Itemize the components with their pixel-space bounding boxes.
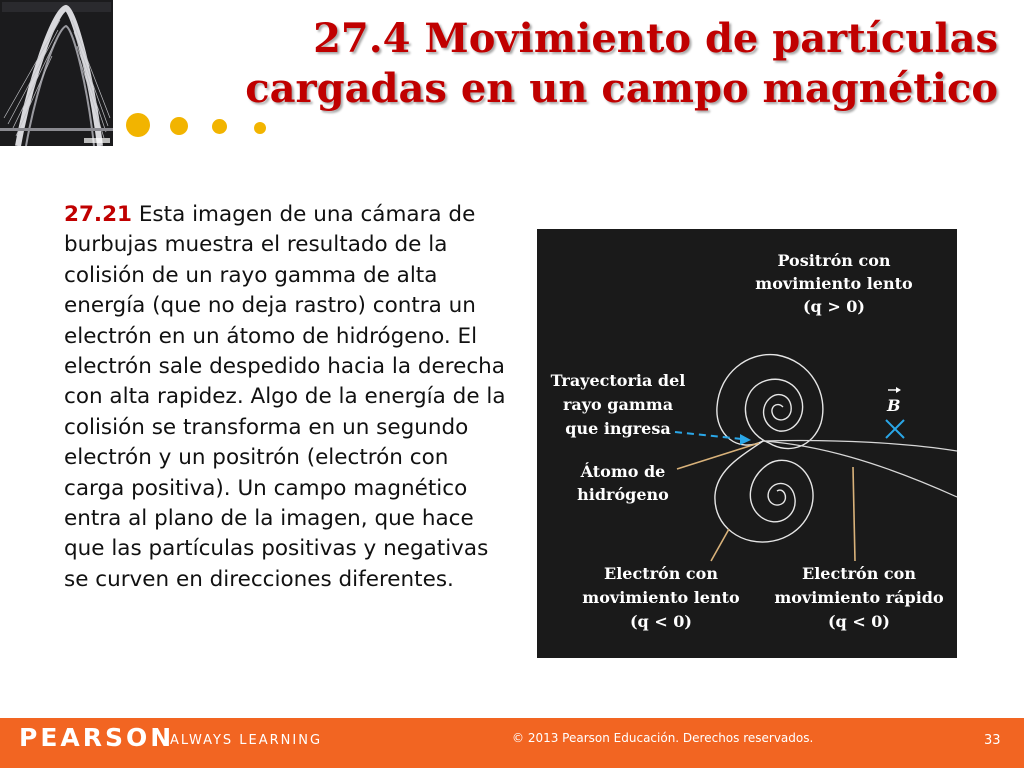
fast-electron-label-line3: (q < 0) — [827, 612, 891, 631]
decor-dot-4 — [254, 122, 266, 134]
hydrogen-label-line2: hidrógeno — [577, 485, 669, 504]
decor-dot-3 — [212, 119, 227, 134]
gamma-label — [551, 371, 686, 438]
book-cover-image — [0, 0, 113, 146]
positron-label-line3: (q > 0) — [802, 297, 866, 316]
footer-tagline: ALWAYS LEARNING — [170, 733, 323, 748]
slow-electron-label-line3: (q < 0) — [629, 612, 693, 631]
caption-text: Esta imagen de una cámara de burbujas muestra el resultado de la colisión de un rayo gamma de alta energía (que no deja rastro) contra un electrón en un átomo de hidrógeno. El electrón sale despedido hacia la derecha con alta rapidez. Algo de la energía de la colisión se transforma en un segundo electrón y un positrón (electrón con carga positiva). Un campo magnético entra al plano de la imagen, que hace que las partículas positivas y negativas se curven en direcciones diferentes. — [64, 202, 506, 592]
slide-title-line2: cargadas en un campo magnético — [245, 65, 998, 112]
pearson-logo: PEARSON — [19, 723, 175, 752]
bubble-chamber-figure — [537, 229, 957, 658]
field-b-label: B — [887, 396, 901, 415]
caption-number: 27.21 — [64, 202, 133, 227]
slide-title-line1: 27.4 Movimiento de partículas — [313, 15, 998, 62]
slow-electron-label-line1: Electrón con — [604, 564, 718, 583]
positron-label-line2: movimiento lento — [755, 274, 913, 293]
bridge-illustration — [0, 0, 113, 146]
gamma-label-line2: rayo gamma — [562, 395, 674, 414]
figure-caption — [64, 200, 512, 595]
slow-electron-label-line2: movimiento lento — [582, 588, 740, 607]
hydrogen-label-line1: Átomo de — [580, 462, 666, 481]
fast-electron-label-line1: Electrón con — [802, 564, 916, 583]
fast-electron-label-line2: movimiento rápido — [774, 588, 944, 607]
page-number: 33 — [984, 733, 1001, 748]
decor-dot-1 — [126, 113, 150, 137]
slide-title — [118, 14, 998, 114]
gamma-label-line1: Trayectoria del — [550, 371, 686, 390]
footer-copyright: © 2013 Pearson Educación. Derechos reservados. — [512, 731, 814, 745]
decor-dot-2 — [170, 117, 188, 135]
gamma-label-line3: que ingresa — [565, 419, 671, 438]
positron-label-line1: Positrón con — [777, 251, 891, 270]
